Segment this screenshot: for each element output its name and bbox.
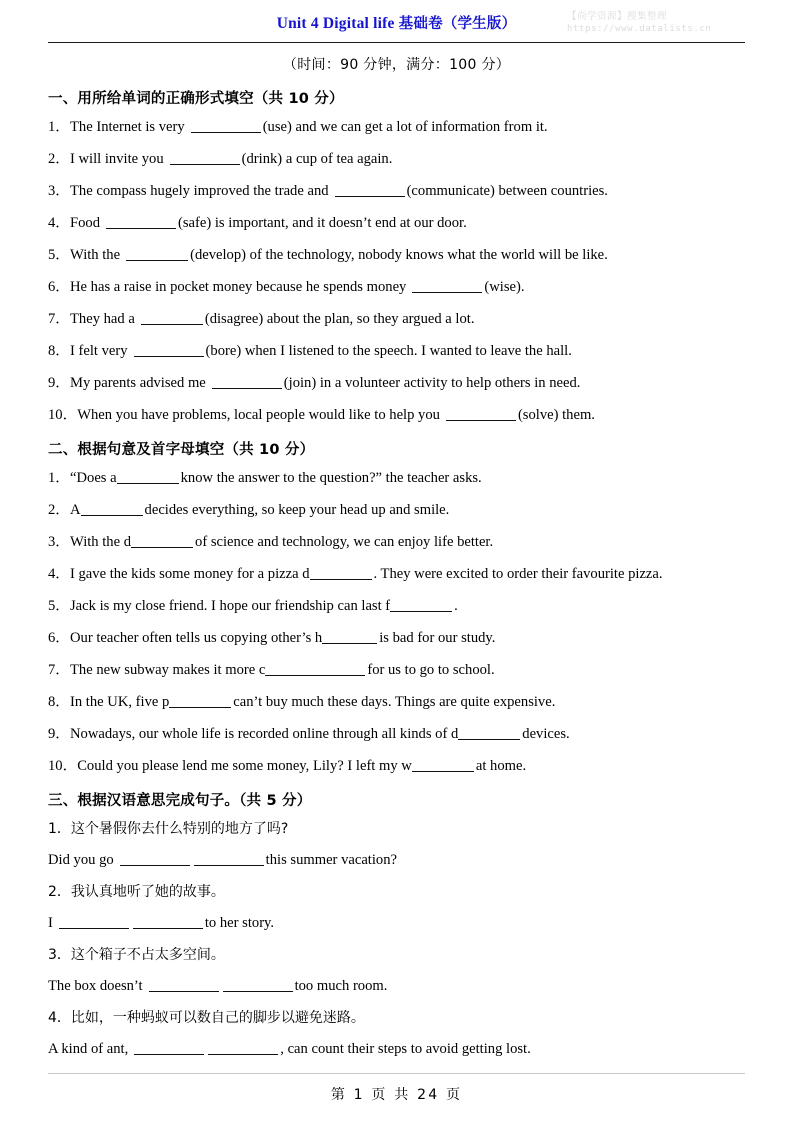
watermark [567,10,737,36]
question-text-cn: 这个暑假你去什么特别的地方了吗? [70,821,289,837]
question-text-pre: He has a raise in pocket money because he spends money [70,279,407,295]
exam-info-line: （时间：90 分钟，满分：100 分） [282,57,511,73]
question-text-post: . They were excited to order their favourite pizza. [373,566,663,582]
question-number: 10． [48,407,78,423]
answer-blank[interactable] [458,727,520,740]
question-number: 3． [48,947,71,963]
question-number: 1． [48,119,70,135]
question-item [48,406,745,425]
question-text-pre: I gave the kids some money for a pizza d [70,566,310,582]
answer-blank[interactable] [134,344,204,357]
question-item [48,342,745,361]
question-text-pre: I felt very [70,343,128,359]
question-text-post: (bore) when I listened to the speech. I wanted to leave the hall. [205,343,572,359]
page-footer [48,1073,745,1104]
answer-blank[interactable] [117,471,179,484]
question-number: 3． [48,183,70,199]
answer-blank[interactable] [126,248,188,261]
question-text-post: decides everything, so keep your head up and smile. [144,502,450,518]
question-number: 7． [48,311,70,327]
question-text-pre: Our teacher often tells us copying other’s h [70,630,323,646]
question-text-pre: The Internet is very [70,119,185,135]
question-text-post: (drink) a cup of tea again. [241,151,393,167]
answer-line [48,977,745,996]
question-text-pre: With the d [70,534,132,550]
answer-blank[interactable] [169,695,231,708]
question-text-post: for us to go to school. [367,662,495,678]
question-number: 4． [48,215,70,231]
question-text-pre: Food [70,215,101,231]
question-text-post: is bad for our study. [379,630,496,646]
answer-line [48,1040,745,1059]
question-text-post: devices. [522,726,570,742]
question-number: 1． [48,821,71,837]
question-text-post: of science and technology, we can enjoy life better. [195,534,494,550]
question-number: 3． [48,534,70,550]
question-item [48,246,745,265]
question-number: 2． [48,502,70,518]
answer-text-pre: The box doesn’t [48,978,143,994]
page-title-cn: 基础卷（学生版） [398,16,517,32]
question-text-pre: In the UK, five p [70,694,170,710]
question-text-pre: “Does a [70,470,117,486]
question-item [48,118,745,137]
section-1-questions [48,118,745,425]
answer-text-post: too much room. [294,978,388,994]
answer-blank[interactable] [194,853,264,866]
question-item [48,597,745,616]
answer-blank[interactable] [208,1042,278,1055]
page-title-en: Unit 4 Digital life [276,15,395,32]
question-text-pre: Jack is my close friend. I hope our friendship can last f [70,598,391,614]
question-text-post: (join) in a volunteer activity to help others in need. [283,375,581,391]
question-item [48,310,745,329]
answer-blank[interactable] [335,184,405,197]
question-text-pre: With the [70,247,121,263]
question-text-post: (use) and we can get a lot of information from it. [262,119,548,135]
section-2-questions [48,469,745,776]
answer-blank[interactable] [412,759,474,772]
question-text-pre: The compass hugely improved the trade and [70,183,329,199]
question-text-post: (develop) of the technology, nobody knows what the world will be like. [190,247,608,263]
question-text-post: . [454,598,458,614]
answer-blank[interactable] [223,979,293,992]
question-item [48,757,745,776]
question-number: 5． [48,247,70,263]
answer-blank[interactable] [412,280,482,293]
question-item [48,661,745,680]
question-text-pre: They had a [70,311,135,327]
answer-text-pre: A kind of ant, [48,1041,129,1057]
question-text-cn: 这个箱子不占太多空间。 [70,947,225,963]
question-number: 5． [48,598,70,614]
question-item [48,629,745,648]
answer-line [48,914,745,933]
question-text-post: (safe) is important, and it doesn’t end at our door. [178,215,467,231]
answer-blank[interactable] [81,503,143,516]
question-text-post: (wise). [484,279,525,295]
question-number: 8． [48,343,70,359]
watermark-source-label: 【尚学资源】搜集整理 [567,11,668,22]
answer-blank[interactable] [265,663,365,676]
answer-blank[interactable] [133,916,203,929]
question-item [48,214,745,233]
question-text-pre: Could you please lend me some money, Lily? I left my w [77,758,412,774]
question-number: 4． [48,1010,71,1026]
question-text-pre: When you have problems, local people would like to help you [77,407,440,423]
answer-blank[interactable] [310,567,372,580]
question-item-cn [48,1009,745,1028]
section-heading-1: 一、用所给单词的正确形式填空（共 10 分） [48,91,344,107]
question-number: 2． [48,151,70,167]
question-item [48,533,745,552]
question-item [48,150,745,169]
question-text-pre: I will invite you [70,151,164,167]
question-text-post: can’t buy much these days. Things are quite expensive. [233,694,556,710]
answer-blank[interactable] [149,979,219,992]
question-text-pre: The new subway makes it more c [70,662,266,678]
answer-blank[interactable] [446,408,516,421]
watermark-url: https://www.datalists.cn [567,24,712,34]
section-3-questions [48,820,745,1059]
question-item-cn [48,820,745,839]
footer-divider [48,1073,745,1074]
question-item-cn [48,946,745,965]
question-item [48,693,745,712]
header-divider [48,42,745,43]
answer-text-post: this summer vacation? [265,852,397,868]
question-number: 2． [48,884,71,900]
answer-blank[interactable] [59,916,129,929]
question-text-pre: My parents advised me [70,375,206,391]
section-heading-3: 三、根据汉语意思完成句子。（共 5 分） [48,793,312,809]
section-heading-2: 二、根据句意及首字母填空（共 10 分） [48,442,315,458]
question-number: 6． [48,630,70,646]
question-text-post: at home. [475,758,527,774]
question-number: 6． [48,279,70,295]
question-item [48,374,745,393]
question-item-cn [48,883,745,902]
answer-blank[interactable] [120,853,190,866]
question-number: 9． [48,375,70,391]
question-text-post: (communicate) between countries. [406,183,608,199]
answer-text-pre: I [48,915,53,931]
question-number: 4． [48,566,70,582]
answer-blank[interactable] [322,631,377,644]
question-text-pre: A [70,502,81,518]
answer-blank[interactable] [131,535,193,548]
question-item [48,469,745,488]
answer-blank[interactable] [106,216,176,229]
page-header [48,0,745,43]
question-item [48,278,745,297]
question-item [48,182,745,201]
answer-blank[interactable] [141,312,203,325]
question-text-post: know the answer to the question?” the teacher asks. [180,470,482,486]
question-number: 9． [48,726,70,742]
answer-blank[interactable] [191,120,261,133]
answer-blank[interactable] [170,152,240,165]
question-text-post: (solve) them. [517,407,595,423]
question-item [48,565,745,584]
question-item [48,725,745,744]
answer-blank[interactable] [212,376,282,389]
answer-text-pre: Did you go [48,852,114,868]
answer-blank[interactable] [390,599,452,612]
question-number: 7． [48,662,70,678]
answer-blank[interactable] [134,1042,204,1055]
answer-text-post: , can count their steps to avoid getting lost. [280,1041,531,1057]
question-number: 8． [48,694,70,710]
question-text-cn: 我认真地听了她的故事。 [70,884,225,900]
question-text-pre: Nowadays, our whole life is recorded online through all kinds of d [70,726,459,742]
question-item [48,501,745,520]
question-text-cn: 比如，一种蚂蚁可以数自己的脚步以避免迷路。 [70,1010,365,1026]
page-number-label: 第 1 页 共 24 页 [330,1087,463,1103]
answer-line [48,851,745,870]
question-number: 1． [48,470,70,486]
question-number: 10． [48,758,78,774]
question-text-post: (disagree) about the plan, so they argued a lot. [204,311,475,327]
answer-text-post: to her story. [204,915,275,931]
